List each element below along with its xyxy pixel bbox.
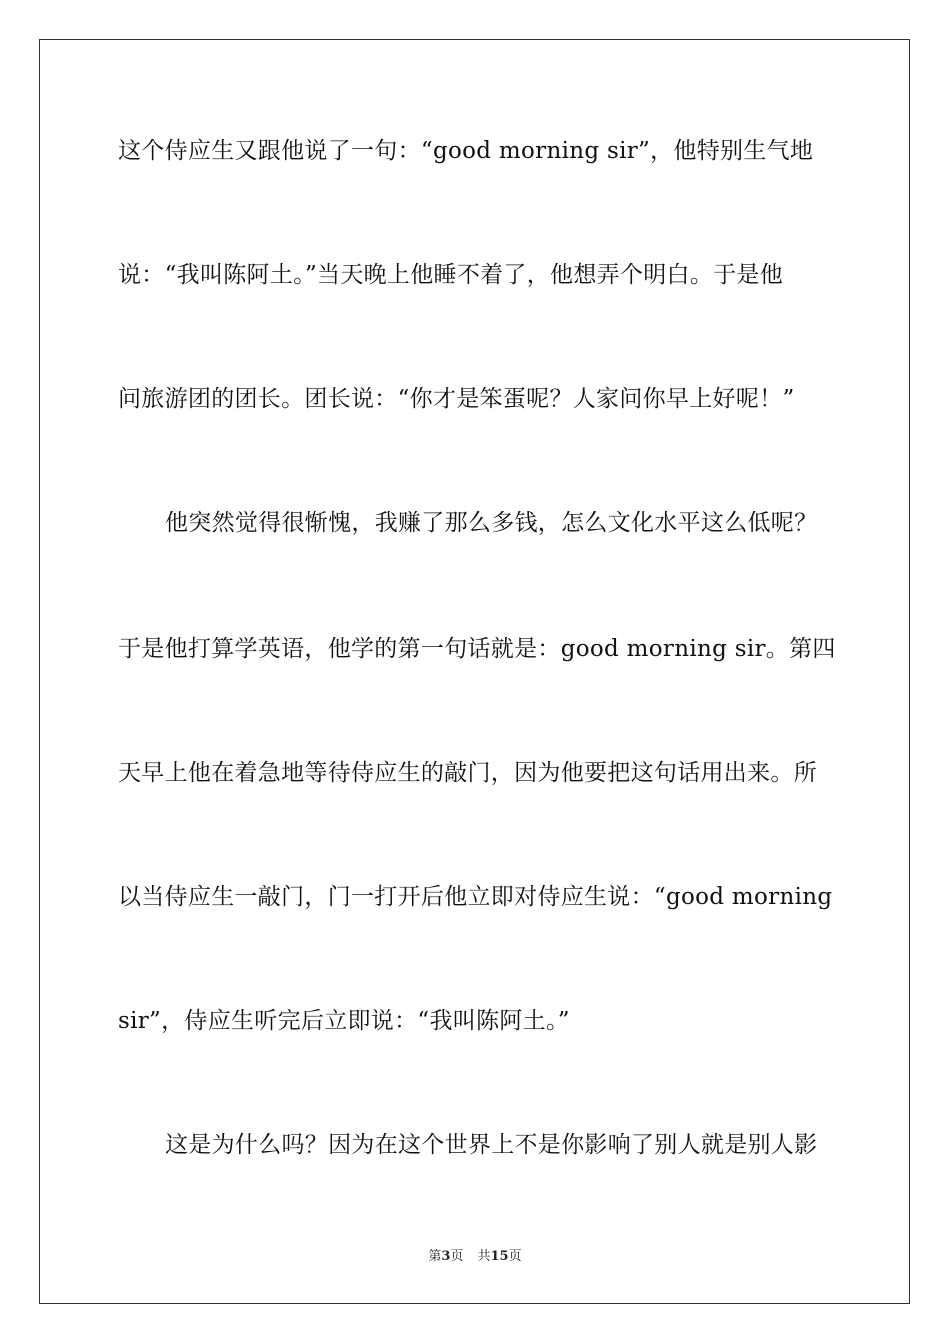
body-line-8: sir”，侍应生听完后立即说：“我叫陈阿土。” — [118, 1008, 570, 1034]
total-pages: 15 — [490, 1249, 509, 1264]
body-line-9-paragraph-start: 这是为什么吗？因为在这个世界上不是你影响了别人就是别人影 — [165, 1132, 818, 1158]
page-border — [39, 39, 910, 1304]
total-prefix: 共 — [477, 1249, 491, 1264]
page-prefix: 第 — [428, 1249, 442, 1264]
page-footer — [0, 1248, 950, 1266]
body-line-3: 问旅游团的团长。团长说：“你才是笨蛋呢？人家问你早上好呢！” — [118, 386, 795, 412]
body-line-5: 于是他打算学英语，他学的第一句话就是：good morning sir。第四 — [118, 636, 836, 662]
body-line-2: 说：“我叫陈阿土。”当天晚上他睡不着了，他想弄个明白。于是他 — [118, 262, 784, 288]
body-line-1: 这个侍应生又跟他说了一句：“good morning sir”，他特别生气地 — [118, 138, 814, 164]
page-number: 3 — [441, 1249, 451, 1264]
body-line-7: 以当侍应生一敲门，门一打开后他立即对侍应生说：“good morning — [118, 884, 833, 910]
total-suffix: 页 — [508, 1249, 522, 1264]
page-suffix: 页 — [450, 1249, 464, 1264]
body-line-4-paragraph-start: 他突然觉得很惭愧，我赚了那么多钱，怎么文化水平这么低呢？ — [165, 510, 818, 536]
body-line-6: 天早上他在着急地等待侍应生的敲门，因为他要把这句话用出来。所 — [118, 760, 817, 786]
